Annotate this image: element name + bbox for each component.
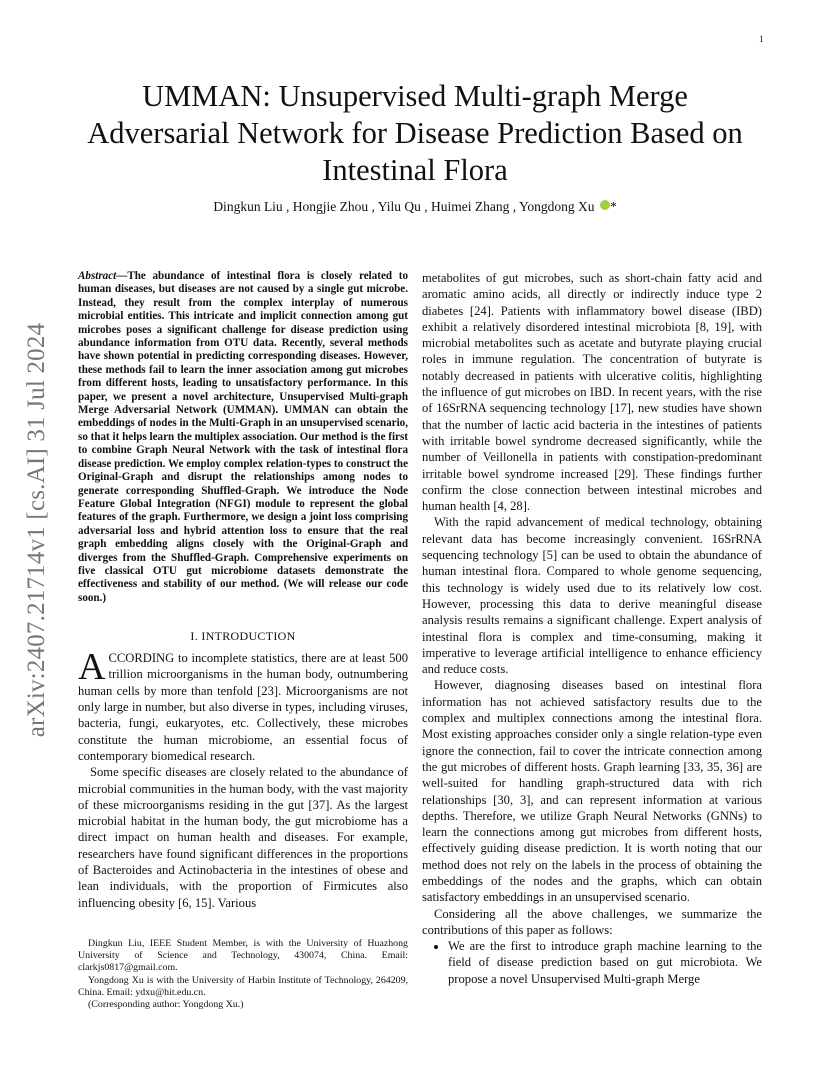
arxiv-sidebar xyxy=(22,300,52,760)
intro-paragraph-2: Some specific diseases are closely related to the abundance of microbial communities in the human body, with the vast majority of these microorganisms residing in the gut [37]. As the largest microbial habitat in the human body, the gut microbiome has a direct impact on human health and diseases. For example, researchers have found significant differences in the proportions of Bacteroides and Actinobacteria in the intestines of obese and lean individuals, with the proportion of Firmicutes also influencing obesity [6, 15]. Various xyxy=(78,765,408,910)
page-number: 1 xyxy=(759,34,764,44)
contribution-list xyxy=(422,938,762,987)
footnote-2: Yongdong Xu is with the University of Harbin Institute of Technology, 264209, China. Email: ydxu@hit.edu.cn. xyxy=(78,974,408,998)
intro-paragraph-1 xyxy=(78,646,408,764)
paper-title: UMMAN: Unsupervised Multi-graph Merge Adversarial Network for Disease Prediction Based on Intestinal Flora xyxy=(87,79,743,187)
footnote-3: (Corresponding author: Yongdong Xu.) xyxy=(88,999,244,1011)
right-paragraph-2: With the rapid advancement of medical technology, obtaining relevant data has become increasingly convenient. 16SrRNA sequencing technology [5] can be used to obtain the abundance of human intestinal flora. Compared to whole genome sequencing, this technology is widely used due to its relatively low cost. However, processing this data to derive meaningful disease analysis results remains a significant challenge. Expert analysis of intestinal flora is complex and time-consuming, making it imperative to leverage artificial intelligence to enhance efficiency and reduce costs. xyxy=(422,515,762,677)
arxiv-id: arXiv:2407.21714v1 [cs.AI] 31 Jul 2024 xyxy=(23,322,50,738)
authors-text: Dingkun Liu , Hongjie Zhou , Yilu Qu , Huimei Zhang , Yongdong Xu xyxy=(213,199,595,214)
right-paragraph-3: However, diagnosing diseases based on intestinal flora information has not achieved satisfactory results due to the complex and multiplex connections among the intestinal flora. Most existing approaches consider only a single relation-type even ignore the connection, fail to cover the intricate connection among the gut microbes of different hosts. Graph learning [33, 35, 36] are well-suited for handling graph-structured data with rich relationships [30, 3], and can represent information at various depths. Therefore, we utilize Graph Neural Networks (GNNs) to learn the connections among gut microbes from different hosts, effectively guiding disease prediction. It is worth noting that our method does not rely on the labels in the process of obtaining the embeddings of the nodes and the graphs, which can obtain satisfactory embeddings in an unsupervised scenario. xyxy=(422,678,762,905)
right-column xyxy=(422,270,762,987)
left-column xyxy=(78,270,408,911)
footnote-1: Dingkun Liu, IEEE Student Member, is with the University of Huazhong University of Science and Technology, 430074, China. Email: clarkjs0817@gmail.com. xyxy=(78,938,408,974)
orcid-icon[interactable] xyxy=(600,200,610,210)
corresponding-mark: * xyxy=(609,199,617,214)
right-paragraph-1: metabolites of gut microbes, such as short-chain fatty acid and aromatic amino acids, all directly or indirectly induce type 2 diabetes [24]. Patients with inflammatory bowel disease (IBD) exhibit a relatively disordered intestinal microbiota [8, 19], with microbial metabolites such as acetate and butyrate playing crucial roles in immune regulation. The concentration of butyrate is notably decreased in patients with ulcerative colitis, highlighting the influence of gut microbes on IBD. In recent years, with the rise of 16SrRNA sequencing technology [17], new studies have shown that the number of lactic acid bacteria in the intestines of patients with irritable bowel syndrome decreased significantly, while the number of Veillonella in patients with constipation-predominant irritable bowel syndrome increased [29]. These findings further confirm the close connection between intestinal microbes and human health [4, 28]. xyxy=(422,271,762,514)
abstract xyxy=(78,270,408,605)
author-list xyxy=(80,199,750,215)
section-heading: I. INTRODUCTION xyxy=(190,629,296,644)
dropcap: A xyxy=(78,646,106,689)
list-item: • We are the first to introduce graph machine learning to the field of disease prediction based on gut microbiota. We propose a novel Unsupervised Multi-graph Merge xyxy=(448,938,762,987)
abstract-label: Abstract xyxy=(78,270,117,282)
footnotes xyxy=(78,938,408,1011)
abstract-text: —The abundance of intestinal flora is closely related to human diseases, but diseases are not caused by a single gut microbe. Instead, they result from the complex interplay of numerous microbial entities. This intricate and implicit connection among gut microbes poses a significant challenge for disease prediction using abundance information from OTU data. Recently, several methods have shown potential in predicting corresponding diseases. However, these methods fail to learn the inner association among gut microbes from different hosts, leading to unsatisfactory performance. In this paper, we present a novel architecture, Unsupervised Multi-graph Merge Adversarial Network (UMMAN). UMMAN can obtain the embeddings of nodes in the Multi-Graph in an unsupervised scenario, so that it helps learn the multiplex association. Our method is the first to combine Graph Neural Network with the task of intestinal flora disease prediction. We employ complex relation-types to construct the Original-Graph and disrupt the relationships among nodes to generate corresponding Shuffled-Graph. We introduce the Node Feature Global Integration (NFGI) module to represent the global features of the graph. Furthermore, we design a joint loss comprising adversarial loss and hybrid attention loss to ensure that the real graph embedding aligns closely with the Original-Graph and diverges from the Shuffled-Graph. Comprehensive experiments on five classical OTU gut microbiome datasets demonstrate the effectiveness and stability of our method. (We will release our code soon.) xyxy=(78,270,408,604)
intro-p1-text: CCORDING to incomplete statistics, there are at least 500 trillion microorganisms in the human body, outnumbering human cells by more than tenfold [23]. Microorganisms are not only large in number, but also diverse in types, including viruses, bacteria, fungi, eukaryotes, etc. Collectively, these microbes constitute the human microbiome, an essential focus of contemporary biomedical research. xyxy=(78,651,408,763)
right-paragraph-4: Considering all the above challenges, we summarize the contributions of this paper as follows: xyxy=(422,906,762,937)
